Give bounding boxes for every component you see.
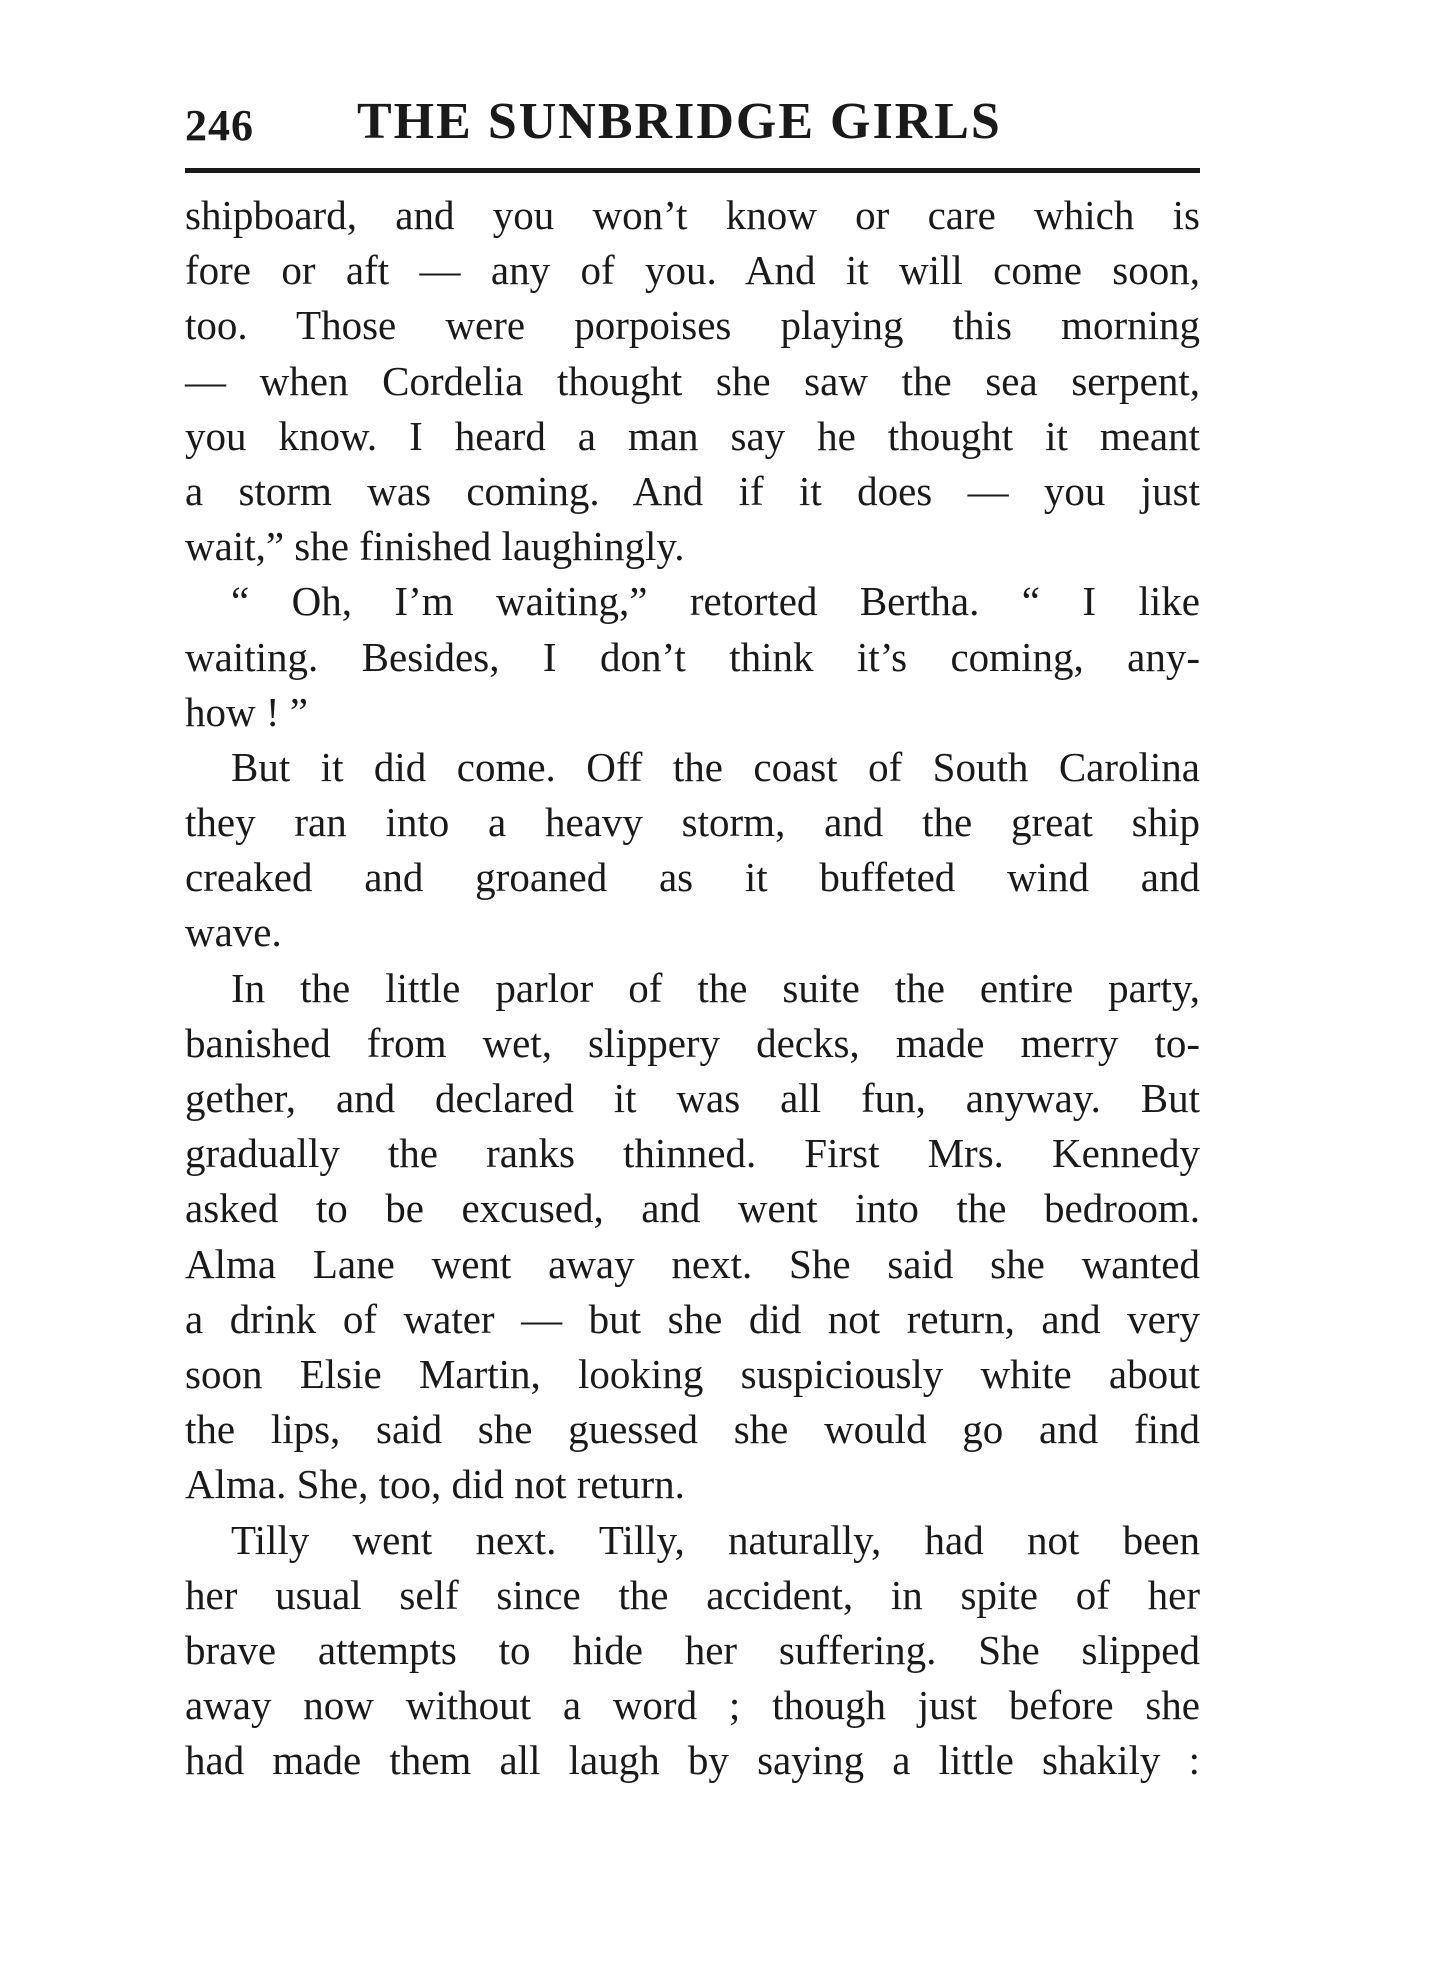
text-line: creaked and groaned as it buffeted wind and (185, 854, 1200, 901)
text-line: how ! ” (185, 688, 308, 735)
text-line: a drink of water — but she did not return, and very (185, 1295, 1200, 1342)
text-line: away now without a word ; though just before she (185, 1682, 1200, 1729)
text-line: Alma Lane went away next. She said she wanted (185, 1240, 1200, 1287)
page-number: 246 (185, 101, 254, 150)
text-line: “ Oh, I’m waiting,” retorted Bertha. “ I like (231, 578, 1200, 625)
text-line: Tilly went next. Tilly, naturally, had not been (231, 1516, 1200, 1563)
text-line: shipboard, and you won’t know or care which is (185, 192, 1200, 238)
header-rule (185, 168, 1200, 173)
text-line: banished from wet, slippery decks, made merry to- (185, 1019, 1200, 1066)
text-line: they ran into a heavy storm, and the great ship (185, 799, 1200, 846)
page-header (185, 92, 1200, 154)
running-title: THE SUNBRIDGE GIRLS (357, 93, 1002, 150)
text-line: asked to be excused, and went into the bedroom. (185, 1185, 1200, 1232)
text-line: wait,” she finished laughingly. (185, 523, 685, 570)
text-line: wave. (185, 909, 282, 956)
text-line: In the little parlor of the suite the entire party, (231, 964, 1200, 1011)
body-text (185, 188, 1200, 1788)
text-line: fore or aft — any of you. And it will come soon, (185, 247, 1200, 294)
text-line: had made them all laugh by saying a little shakily : (185, 1737, 1200, 1784)
text-line: her usual self since the accident, in spite of her (185, 1571, 1200, 1618)
text-line: too. Those were porpoises playing this morning (185, 302, 1200, 349)
text-line: But it did come. Off the coast of South Carolina (231, 743, 1200, 790)
text-line: you know. I heard a man say he thought it meant (185, 412, 1200, 459)
text-line: waiting. Besides, I don’t think it’s coming, any- (185, 633, 1200, 680)
text-line: Alma. She, too, did not return. (185, 1461, 685, 1508)
text-line: soon Elsie Martin, looking suspiciously white about (185, 1350, 1200, 1397)
text-line: — when Cordelia thought she saw the sea serpent, (185, 357, 1200, 404)
text-line: gradually the ranks thinned. First Mrs. Kennedy (185, 1130, 1200, 1177)
text-line: brave attempts to hide her suffering. She slipped (185, 1626, 1200, 1673)
text-line: a storm was coming. And if it does — you just (185, 467, 1200, 514)
text-line: the lips, said she guessed she would go and find (185, 1406, 1200, 1453)
text-line: gether, and declared it was all fun, anyway. But (185, 1075, 1200, 1121)
